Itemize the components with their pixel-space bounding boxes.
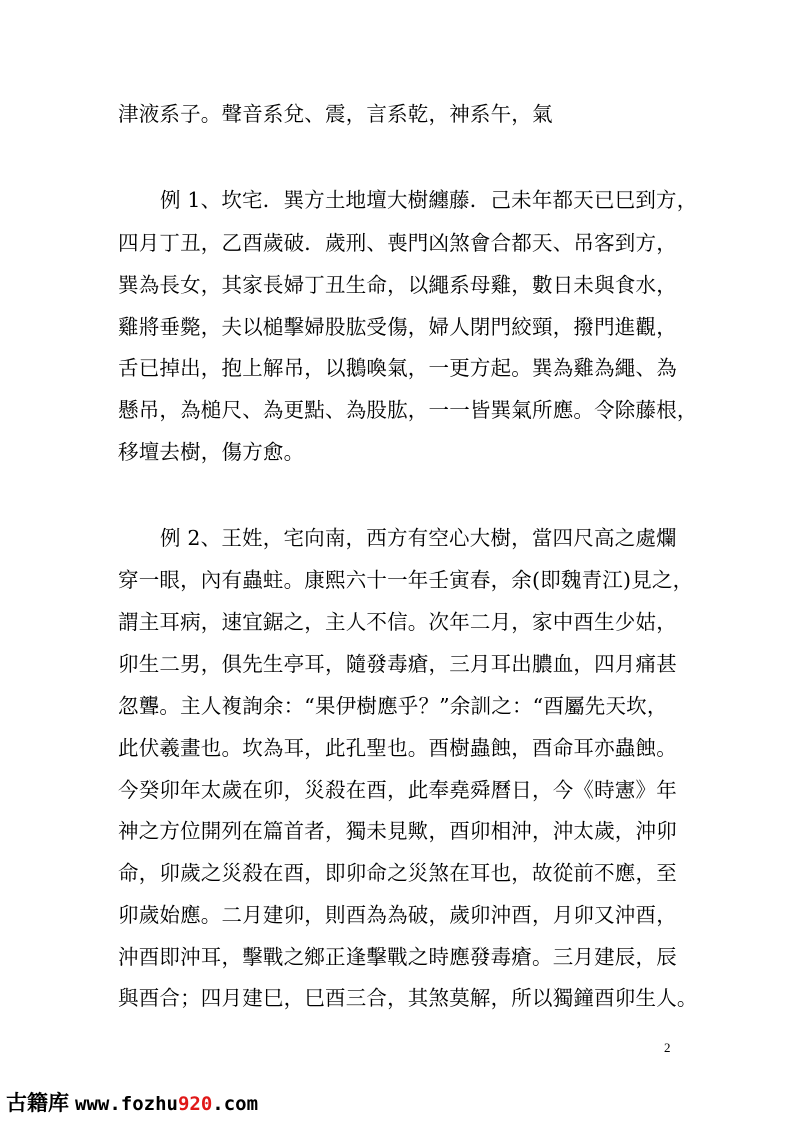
example-2-line-5: 忽聾。主人複詢余：“果伊樹應乎？”余訓之：“酉屬先天坎，: [118, 694, 668, 718]
footer-site-name: 古籍库: [6, 1091, 69, 1115]
footer-url-part2: 920: [177, 1093, 213, 1115]
footer-watermark: [6, 1089, 258, 1118]
example-1-line-2: 四月丁丑，乙酉歲破．歲刑、喪門凶煞會合都天、吊客到方，: [118, 231, 677, 255]
footer-url-part3: .com: [212, 1093, 259, 1115]
example-2-line-7: 今癸卯年太歲在卯，災殺在酉，此奉堯舜曆日，今《時憲》年: [118, 778, 677, 802]
example-1-line-5: 舌已掉出，抱上解吊，以鵝喚氣，一更方起。巽為雞為繩、為: [118, 356, 677, 380]
example-1-line-4: 雞將垂斃，夫以槌擊婦股肱受傷，婦人閉門絞頸，撥門進觀，: [118, 315, 677, 339]
example-2-line-1: 例 2、王姓，宅向南，西方有空心大樹，當四尺高之處爛: [160, 526, 677, 550]
example-2-line-6: 此伏羲畫也。坎為耳，此孔聖也。酉樹蟲蝕，酉命耳亦蟲蝕。: [118, 736, 677, 760]
example-2-line-10: 卯歲始應。二月建卯，則酉為為破，歲卯沖酉，月卯又沖酉，: [118, 903, 677, 927]
example-1-line-6: 懸吊，為槌尺、為更點、為股肱，一一皆巽氣所應。令除藤根，: [118, 398, 698, 422]
page-number: 2: [664, 1040, 671, 1055]
example-2-line-2: 穿一眼，內有蟲蛀。康熙六十一年壬寅春，余(即魏青江)見之，: [118, 568, 694, 592]
example-2-line-3: 謂主耳病，速宜鋸之，主人不信。次年二月，家中酉生少姑，: [118, 610, 677, 634]
example-1-line-7: 移壇去樹，傷方愈。: [118, 440, 305, 464]
example-1-line-3: 巽為長女，其家長婦丁丑生命，以繩系母雞，數日未與食水，: [118, 273, 677, 297]
example-2-line-11: 沖酉即沖耳，擊戰之鄉正逢擊戰之時應發毒瘡。三月建辰，辰: [118, 945, 677, 969]
example-2-line-12: 與酉合；四月建巳，巳酉三合，其煞莫解，所以獨鐘酉卯生人。: [118, 986, 698, 1010]
example-1-line-1: 例 1、坎宅．巽方土地壇大樹纏藤．己未年都天已巳到方，: [160, 188, 698, 212]
text-line-intro: 津液系子。聲音系兌、震，言系乾，神系午，氣: [118, 102, 553, 126]
example-2-line-4: 卯生二男，俱先生亭耳，隨發毒瘡，三月耳出膿血，四月痛甚: [118, 652, 677, 676]
example-2-line-8: 神之方位開列在篇首者，獨未見歟，酉卯相沖，沖太歲，沖卯: [118, 819, 677, 843]
footer-url-part1: www.fozhu: [75, 1093, 178, 1115]
example-2-line-9: 命，卯歲之災殺在酉，即卯命之災煞在耳也，故從前不應，至: [118, 861, 677, 885]
